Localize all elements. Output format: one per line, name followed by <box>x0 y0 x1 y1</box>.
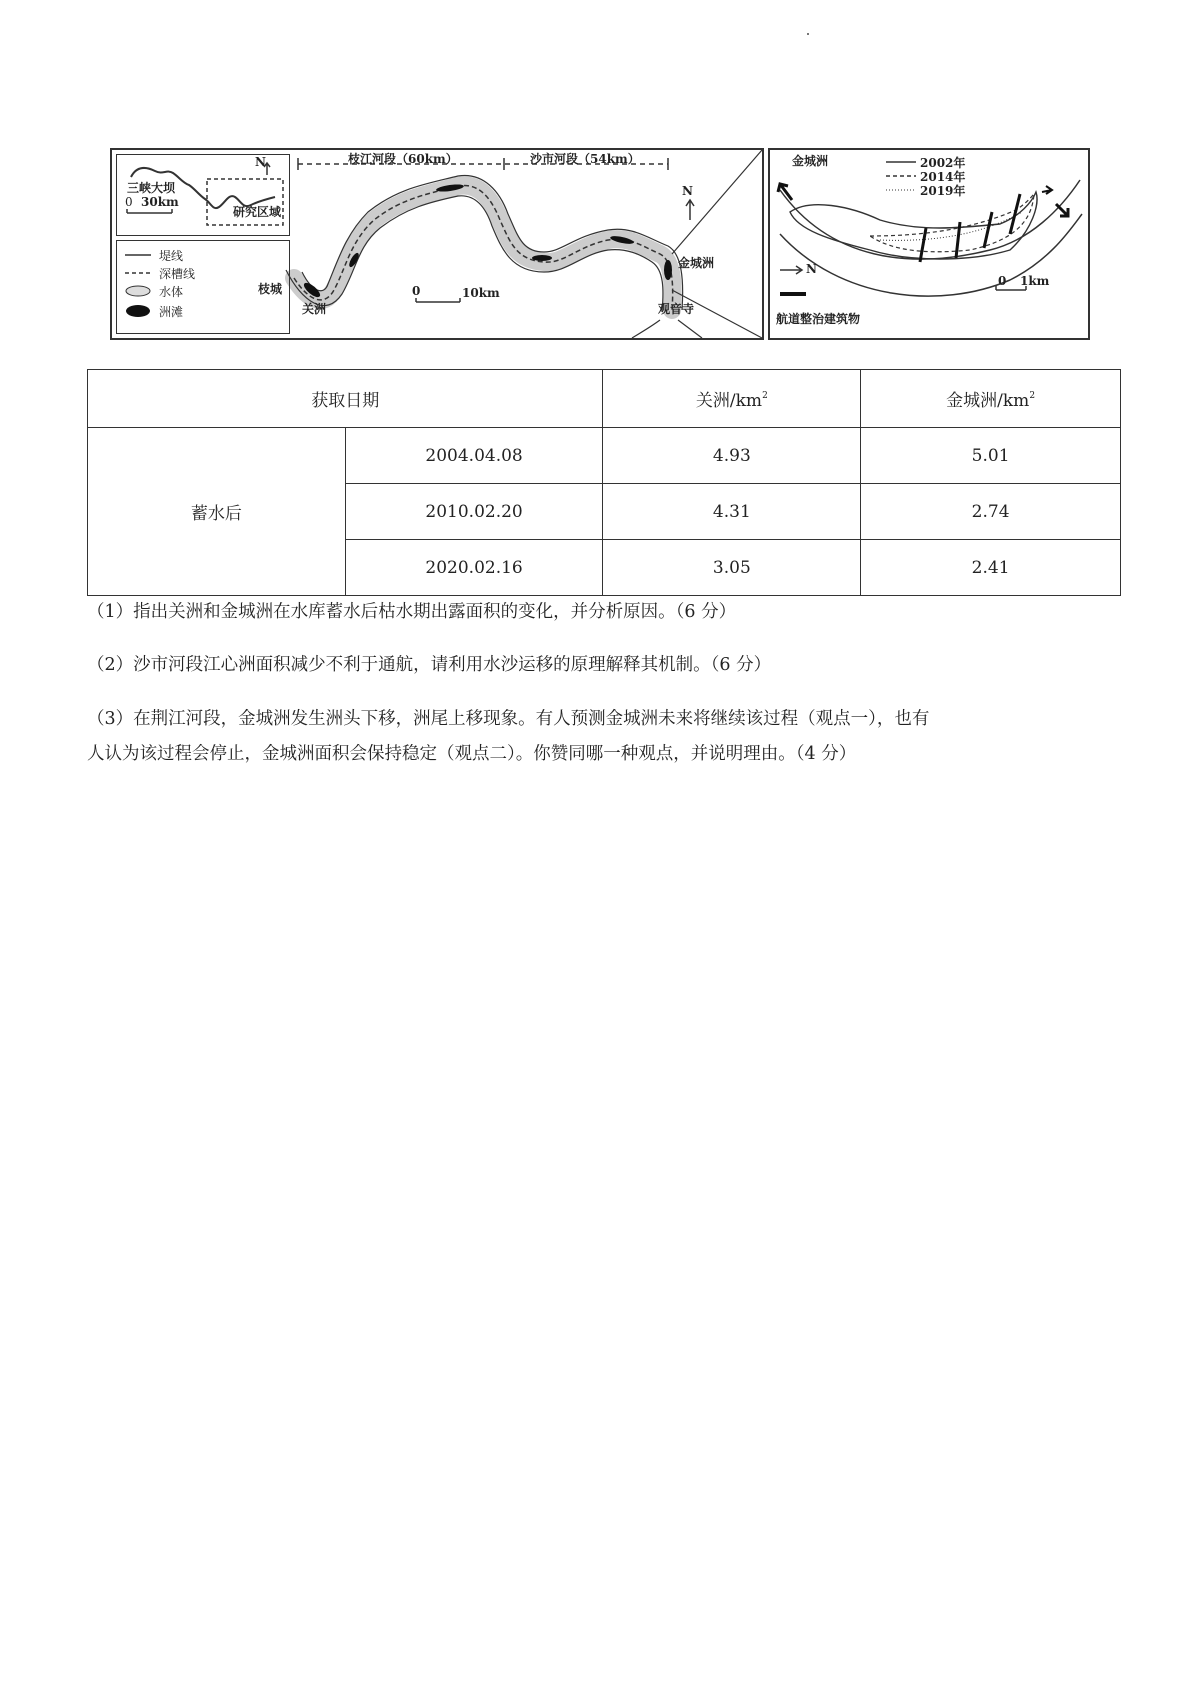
dam-label: 三峡大坝 <box>127 181 176 195</box>
date-cell: 2004.04.08 <box>345 428 603 484</box>
island-2019 <box>880 212 1022 240</box>
legend-sandbar: 洲滩 <box>159 305 184 319</box>
scan-speck <box>807 33 809 35</box>
question-1: （1）指出关洲和金城洲在水库蓄水后枯水期出露面积的变化，并分析原因。（6 分） <box>87 602 737 622</box>
question-3-line-1: （3）在荆江河段，金城洲发生洲头下移，洲尾上移现象。有人预测金城洲未来将继续该过程（观点一），也有 <box>87 709 930 729</box>
guanzhou-cell: 4.31 <box>603 484 861 540</box>
table-header-row <box>88 370 1121 428</box>
inset-scale-zero: 0 <box>125 195 133 209</box>
guanzhou-label: 关洲 <box>302 302 327 316</box>
detail-legend-2019: 2019年 <box>920 184 966 198</box>
island-2002 <box>790 192 1037 259</box>
jinchengzhou-cell: 2.41 <box>861 540 1121 596</box>
legend-levee: 堤线 <box>159 249 184 263</box>
detail-scale-zero: 0 <box>998 274 1007 288</box>
jinchengzhou-label: 金城洲 <box>678 256 715 270</box>
jinchengzhou-cell: 5.01 <box>861 428 1121 484</box>
legend-thalweg: 深槽线 <box>159 267 196 281</box>
detail-legend-2002: 2002年 <box>920 156 966 170</box>
guanzhou-cell: 4.93 <box>603 428 861 484</box>
structure-label: 航道整治建筑物 <box>776 312 861 326</box>
detail-north-label: N <box>806 262 817 276</box>
question-2: （2）沙市河段江心洲面积减少不利于通航，请利用水沙运移的原理解释其机制。（6 分） <box>87 655 772 675</box>
jinchengzhou-cell: 2.74 <box>861 484 1121 540</box>
group-label-cell: 蓄水后 <box>88 428 346 596</box>
main-north-label: N <box>682 184 693 198</box>
inset-scale-label: 30km <box>141 195 179 209</box>
detail-scale-label: 1km <box>1020 274 1050 288</box>
header-jinchengzhou: 金城洲$/km^2$ <box>861 370 1121 428</box>
segment-shashi-label: 沙市河段（54km） <box>530 152 640 166</box>
zhicheng-label: 枝城 <box>258 282 283 296</box>
guanzhou-cell: 3.05 <box>603 540 861 596</box>
legend-water: 水体 <box>159 285 184 299</box>
main-map-panel <box>110 148 764 340</box>
inset-north-label: N <box>255 155 266 169</box>
segment-zhijiang-label: 枝江河段（60km） <box>348 152 458 166</box>
date-cell: 2010.02.20 <box>345 484 603 540</box>
main-scale-zero: 0 <box>412 284 421 298</box>
detail-map-panel <box>768 148 1090 340</box>
question-3-line-2: 人认为该过程会停止，金城洲面积会保持稳定（观点二）。你赞同哪一种观点，并说明理由。（4 分） <box>87 744 857 764</box>
header-guanzhou: 关洲$/km^2$ <box>603 370 861 428</box>
main-scale-label: 10km <box>462 286 500 300</box>
map-figure <box>110 148 1090 340</box>
header-date: 获取日期 <box>88 370 603 428</box>
guanyinsi-label: 观音寺 <box>658 302 695 316</box>
table-row <box>88 428 1121 484</box>
date-cell: 2020.02.16 <box>345 540 603 596</box>
detail-title: 金城洲 <box>792 154 829 168</box>
area-table <box>87 369 1121 596</box>
detail-legend-2014: 2014年 <box>920 170 966 184</box>
jinchengzhou-bar <box>664 260 672 280</box>
study-area-label: 研究区域 <box>233 205 282 219</box>
